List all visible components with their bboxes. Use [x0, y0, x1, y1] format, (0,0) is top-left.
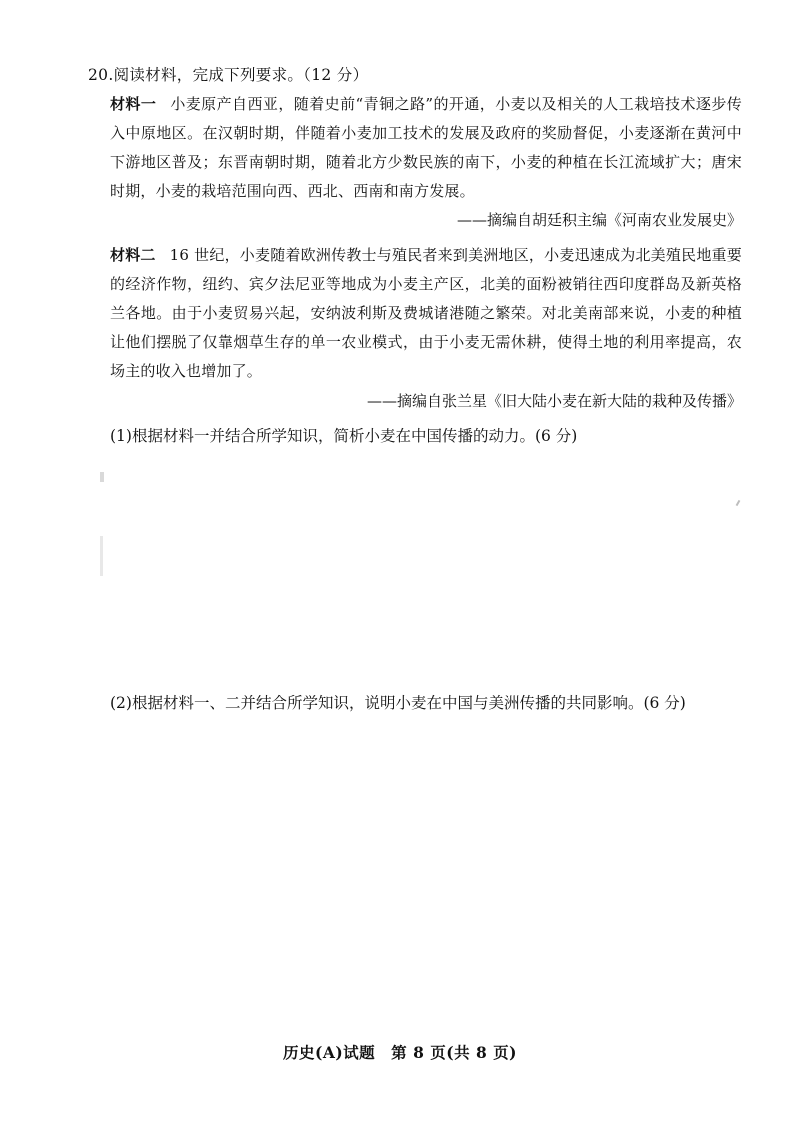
scan-mark — [100, 536, 103, 576]
material-one — [110, 90, 742, 206]
page-footer: 历史(A)试题 第 8 页(共 8 页) — [282, 1043, 518, 1062]
question-number: 20. — [88, 66, 114, 84]
scan-mark — [100, 472, 104, 482]
material-two — [110, 241, 742, 386]
scan-mark — [736, 500, 741, 506]
material-two-label: 材料二 — [110, 246, 156, 264]
sub-question-1: (1)根据材料一并结合所学知识，简析小麦在中国传播的动力。(6 分) — [110, 427, 578, 445]
question-header — [88, 64, 748, 86]
sub-question-2: (2)根据材料一、二并结合所学知识，说明小麦在中国与美洲传播的共同影响。(6 分) — [110, 694, 686, 712]
material-two-text: 16 世纪，小麦随着欧洲传教士与殖民者来到美洲地区，小麦迅速成为北美殖民地重要的经济作物，纽约、宾夕法尼亚等地成为小麦主产区，北美的面粉被销往西印度群岛及新英格兰各地。由于小麦贸易兴起，安纳波利斯及费城诸港随之繁荣。对北美南部来说，小麦的种植让他们摆脱了仅靠烟草生存的单一农业模式，由于小麦无需休耕，使得土地的利用率提高，农场主的收入也增加了。 — [110, 246, 742, 380]
material-two-source: ——摘编自张兰星《旧大陆小麦在新大陆的栽种及传播》 — [366, 392, 742, 410]
question-instruction: 阅读材料，完成下列要求。（12 分） — [113, 66, 369, 84]
material-one-text: 小麦原产自西亚，随着史前“青铜之路”的开通，小麦以及相关的人工栽培技术逐步传入中原地区。在汉朝时期，伴随着小麦加工技术的发展及政府的奖励督促，小麦逐渐在黄河中下游地区普及；东晋南朝时期，随着北方少数民族的南下，小麦的种植在长江流域扩大；唐宋时期，小麦的栽培范围向西、西北、西南和南方发展。 — [110, 95, 742, 200]
material-one-source: ——摘编自胡廷积主编《河南农业发展史》 — [456, 211, 742, 229]
material-one-label: 材料一 — [110, 95, 157, 113]
